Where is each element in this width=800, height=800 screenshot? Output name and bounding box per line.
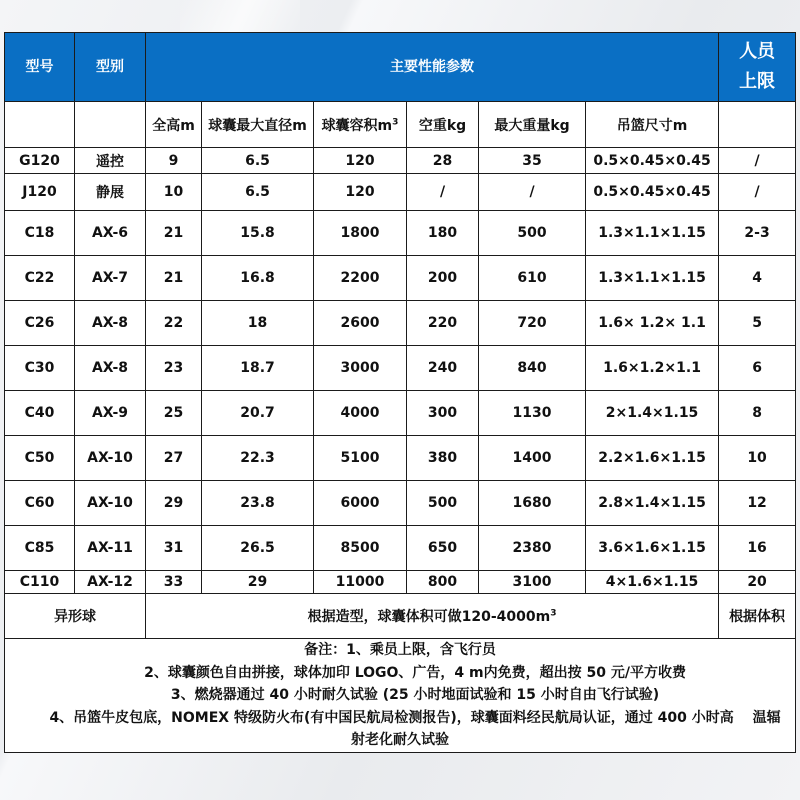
table-row bbox=[5, 571, 796, 594]
cell-diameter: 22.3 bbox=[202, 436, 314, 481]
cell-empty-weight: / bbox=[407, 174, 479, 211]
cell-height: 27 bbox=[146, 436, 202, 481]
irregular-label: 异形球 bbox=[5, 594, 146, 639]
irregular-balloon-row bbox=[5, 594, 796, 639]
cell-empty-weight: 300 bbox=[407, 391, 479, 436]
cell-empty-weight: 180 bbox=[407, 211, 479, 256]
cell-model: G120 bbox=[5, 148, 75, 174]
subheader-basket-size: 吊篮尺寸m bbox=[586, 102, 719, 148]
note-line: 2、球囊颜色自由拼接，球体加印 LOGO、广告，4 m内免费，超出按 50 元/平方收费 bbox=[144, 664, 686, 681]
cell-people: 12 bbox=[719, 481, 796, 526]
cell-diameter: 18 bbox=[202, 301, 314, 346]
irregular-people: 根据体积 bbox=[719, 594, 796, 639]
cell-max-weight: / bbox=[479, 174, 586, 211]
cell-volume: 2200 bbox=[314, 256, 407, 301]
cell-type: AX-6 bbox=[75, 211, 146, 256]
table-row bbox=[5, 301, 796, 346]
table-row bbox=[5, 346, 796, 391]
cell-volume: 8500 bbox=[314, 526, 407, 571]
cell-height: 23 bbox=[146, 346, 202, 391]
cell-diameter: 6.5 bbox=[202, 174, 314, 211]
cell-max-weight: 500 bbox=[479, 211, 586, 256]
cell-max-weight: 2380 bbox=[479, 526, 586, 571]
table-row bbox=[5, 148, 796, 174]
cell-empty-weight: 650 bbox=[407, 526, 479, 571]
cell-empty-weight: 220 bbox=[407, 301, 479, 346]
cell-model: C85 bbox=[5, 526, 75, 571]
cell-height: 21 bbox=[146, 211, 202, 256]
cell-people: 16 bbox=[719, 526, 796, 571]
cell-type: AX-10 bbox=[75, 436, 146, 481]
cell-max-weight: 720 bbox=[479, 301, 586, 346]
note-line: 4、吊篮牛皮包底，NOMEX 特级防火布(有中国民航局检测报告)，球囊面料经民航局认证，通过 400 小时高 温辐 bbox=[49, 709, 781, 726]
subheader-max-diameter: 球囊最大直径m bbox=[202, 102, 314, 148]
cell-max-weight: 840 bbox=[479, 346, 586, 391]
header-people-limit-line1: 人员 bbox=[739, 41, 776, 62]
cell-type: 遥控 bbox=[75, 148, 146, 174]
subheader-volume bbox=[314, 102, 407, 148]
cell-type: AX-7 bbox=[75, 256, 146, 301]
subheader-volume-label: 球囊容积m bbox=[321, 117, 393, 134]
subheader-total-height: 全高m bbox=[146, 102, 202, 148]
cell-volume: 3000 bbox=[314, 346, 407, 391]
cell-type: AX-10 bbox=[75, 481, 146, 526]
cell-basket: 2×1.4×1.15 bbox=[586, 391, 719, 436]
cell-max-weight: 35 bbox=[479, 148, 586, 174]
subheader-empty-weight: 空重kg bbox=[407, 102, 479, 148]
cell-volume: 11000 bbox=[314, 571, 407, 594]
subheader-max-weight: 最大重量kg bbox=[479, 102, 586, 148]
cell-height: 33 bbox=[146, 571, 202, 594]
cell-type: AX-9 bbox=[75, 391, 146, 436]
cell-volume: 5100 bbox=[314, 436, 407, 481]
cell-type: 静展 bbox=[75, 174, 146, 211]
cell-height: 22 bbox=[146, 301, 202, 346]
subheader-empty bbox=[75, 102, 146, 148]
cell-basket: 1.3×1.1×1.15 bbox=[586, 256, 719, 301]
header-people-limit-line2: 上限 bbox=[739, 71, 776, 92]
cell-model: J120 bbox=[5, 174, 75, 211]
cell-volume: 2600 bbox=[314, 301, 407, 346]
cell-basket: 1.6×1.2×1.1 bbox=[586, 346, 719, 391]
header-people-limit bbox=[719, 33, 796, 102]
subheader-empty bbox=[5, 102, 75, 148]
cell-height: 21 bbox=[146, 256, 202, 301]
cell-people: / bbox=[719, 148, 796, 174]
irregular-description bbox=[146, 594, 719, 639]
cell-diameter: 29 bbox=[202, 571, 314, 594]
cell-diameter: 20.7 bbox=[202, 391, 314, 436]
note-line: 备注：1、乘员上限，含飞行员 bbox=[304, 642, 496, 658]
cell-empty-weight: 800 bbox=[407, 571, 479, 594]
cell-diameter: 6.5 bbox=[202, 148, 314, 174]
cell-height: 9 bbox=[146, 148, 202, 174]
cell-people: 6 bbox=[719, 346, 796, 391]
cell-model: C60 bbox=[5, 481, 75, 526]
balloon-spec-table bbox=[4, 32, 796, 753]
cell-people: 5 bbox=[719, 301, 796, 346]
superscript: 3 bbox=[550, 608, 557, 619]
cell-basket: 4×1.6×1.15 bbox=[586, 571, 719, 594]
cell-max-weight: 1130 bbox=[479, 391, 586, 436]
cell-volume: 120 bbox=[314, 148, 407, 174]
cell-basket: 1.3×1.1×1.15 bbox=[586, 211, 719, 256]
cell-max-weight: 610 bbox=[479, 256, 586, 301]
cell-model: C18 bbox=[5, 211, 75, 256]
cell-diameter: 23.8 bbox=[202, 481, 314, 526]
table-row bbox=[5, 391, 796, 436]
cell-volume: 1800 bbox=[314, 211, 407, 256]
cell-height: 25 bbox=[146, 391, 202, 436]
cell-height: 10 bbox=[146, 174, 202, 211]
cell-model: C110 bbox=[5, 571, 75, 594]
cell-type: AX-11 bbox=[75, 526, 146, 571]
cell-people: 8 bbox=[719, 391, 796, 436]
spec-sheet bbox=[4, 32, 795, 753]
cell-basket: 3.6×1.6×1.15 bbox=[586, 526, 719, 571]
cell-max-weight: 1400 bbox=[479, 436, 586, 481]
cell-diameter: 16.8 bbox=[202, 256, 314, 301]
cell-model: C26 bbox=[5, 301, 75, 346]
cell-model: C50 bbox=[5, 436, 75, 481]
superscript: 3 bbox=[392, 116, 399, 127]
cell-model: C40 bbox=[5, 391, 75, 436]
cell-diameter: 15.8 bbox=[202, 211, 314, 256]
notes-row bbox=[5, 639, 796, 753]
cell-people: 2-3 bbox=[719, 211, 796, 256]
cell-empty-weight: 380 bbox=[407, 436, 479, 481]
table-row bbox=[5, 174, 796, 211]
cell-basket: 0.5×0.45×0.45 bbox=[586, 174, 719, 211]
cell-people: 4 bbox=[719, 256, 796, 301]
cell-model: C30 bbox=[5, 346, 75, 391]
table-row bbox=[5, 436, 796, 481]
cell-type: AX-8 bbox=[75, 301, 146, 346]
cell-empty-weight: 500 bbox=[407, 481, 479, 526]
header-type: 型别 bbox=[75, 33, 146, 102]
note-line: 3、燃烧器通过 40 小时耐久试验 (25 小时地面试验和 15 小时自由飞行试验) bbox=[170, 687, 660, 703]
cell-max-weight: 1680 bbox=[479, 481, 586, 526]
table-row bbox=[5, 256, 796, 301]
subheader-empty bbox=[719, 102, 796, 148]
cell-basket: 2.8×1.4×1.15 bbox=[586, 481, 719, 526]
cell-type: AX-8 bbox=[75, 346, 146, 391]
cell-height: 29 bbox=[146, 481, 202, 526]
notes-cell bbox=[5, 639, 796, 753]
cell-diameter: 18.7 bbox=[202, 346, 314, 391]
cell-max-weight: 3100 bbox=[479, 571, 586, 594]
cell-type: AX-12 bbox=[75, 571, 146, 594]
cell-diameter: 26.5 bbox=[202, 526, 314, 571]
cell-people: 10 bbox=[719, 436, 796, 481]
note-line: 射老化耐久试验 bbox=[351, 732, 450, 748]
cell-people: / bbox=[719, 174, 796, 211]
table-row bbox=[5, 211, 796, 256]
cell-empty-weight: 200 bbox=[407, 256, 479, 301]
subheader-row bbox=[5, 102, 796, 148]
header-main-params: 主要性能参数 bbox=[146, 33, 719, 102]
cell-volume: 120 bbox=[314, 174, 407, 211]
header-model: 型号 bbox=[5, 33, 75, 102]
cell-empty-weight: 240 bbox=[407, 346, 479, 391]
irregular-description-text: 根据造型，球囊体积可做120-4000m bbox=[307, 609, 551, 625]
cell-volume: 4000 bbox=[314, 391, 407, 436]
table-row bbox=[5, 481, 796, 526]
cell-height: 31 bbox=[146, 526, 202, 571]
cell-people: 20 bbox=[719, 571, 796, 594]
cell-basket: 2.2×1.6×1.15 bbox=[586, 436, 719, 481]
cell-model: C22 bbox=[5, 256, 75, 301]
table-row bbox=[5, 526, 796, 571]
cell-empty-weight: 28 bbox=[407, 148, 479, 174]
header-row bbox=[5, 33, 796, 102]
cell-basket: 1.6× 1.2× 1.1 bbox=[586, 301, 719, 346]
cell-volume: 6000 bbox=[314, 481, 407, 526]
cell-basket: 0.5×0.45×0.45 bbox=[586, 148, 719, 174]
